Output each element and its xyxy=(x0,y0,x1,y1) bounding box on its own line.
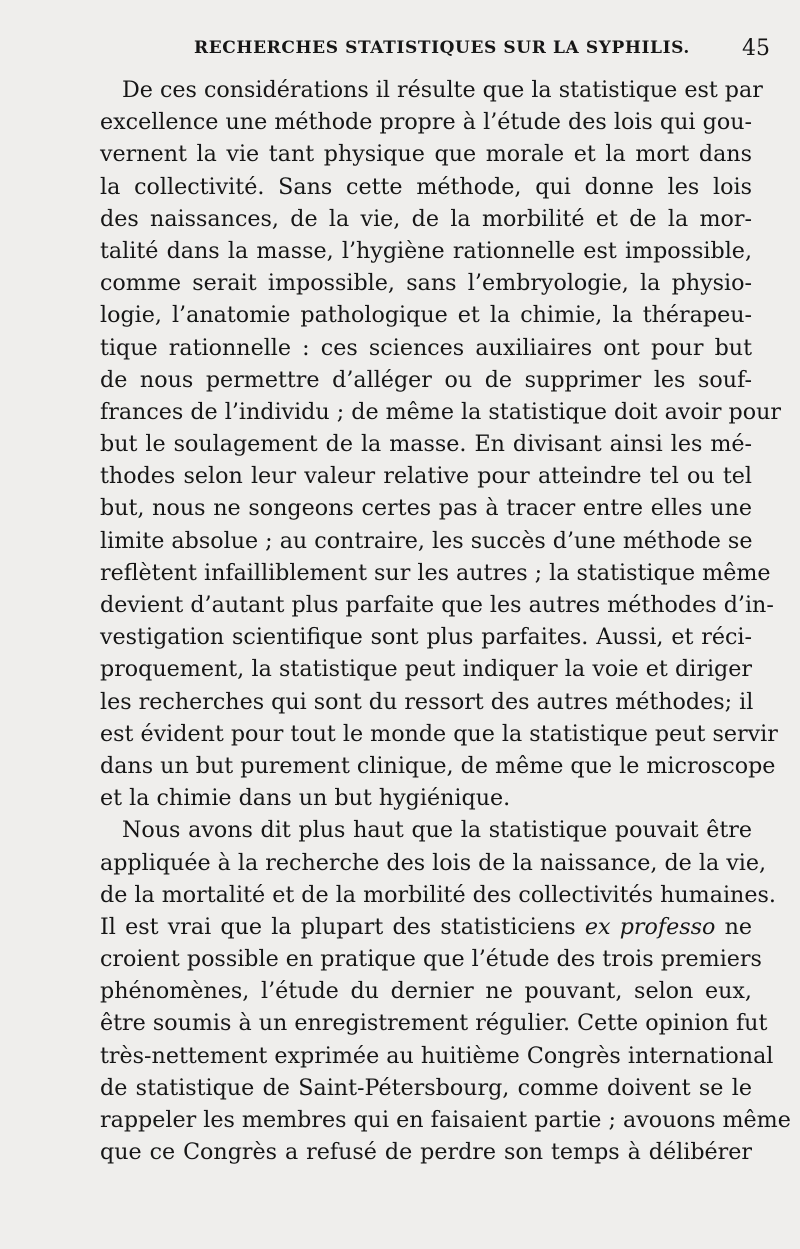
body-text xyxy=(100,74,791,1168)
page-number: 45 xyxy=(742,36,770,61)
text-line: thodes selon leur valeur relative pour atteindre tel ou tel xyxy=(100,463,752,490)
text-line-with-italic xyxy=(100,911,752,943)
text-line: est évident pour tout le monde que la statistique peut servir xyxy=(100,720,778,747)
text-line: comme serait impossible, sans l’embryologie, la physio- xyxy=(100,270,752,297)
text-line: de statistique de Saint-Pétersbourg, comme doivent se le xyxy=(100,1074,752,1101)
text-line: phénomènes, l’étude du dernier ne pouvant, selon eux, xyxy=(100,978,752,1005)
text-line: excellence une méthode propre à l’étude des lois qui gou- xyxy=(100,109,752,136)
text-line: des naissances, de la vie, de la morbilité et de la mor- xyxy=(100,205,752,232)
text-line: de nous permettre d’alléger ou de supprimer les souf- xyxy=(100,366,752,393)
text-line: proquement, la statistique peut indiquer la voie et diriger xyxy=(100,656,752,683)
text-line: être soumis à un enregistrement régulier. Cette opinion fut xyxy=(100,1010,768,1037)
text-line: appliquée à la recherche des lois de la naissance, de la vie, xyxy=(100,849,767,876)
text-line: la collectivité. Sans cette méthode, qui donne les lois xyxy=(100,173,752,200)
text-line: croient possible en pratique que l’étude des trois premiers xyxy=(100,946,762,973)
text-line: de la mortalité et de la morbilité des collectivités humaines. xyxy=(100,881,776,908)
text-line: De ces considérations il résulte que la statistique est par xyxy=(122,77,763,103)
text-line: les recherches qui sont du ressort des autres méthodes; il xyxy=(100,688,754,715)
text-line: vestigation scientifique sont plus parfaites. Aussi, et réci- xyxy=(100,624,752,651)
paragraph-2 xyxy=(100,814,791,1168)
running-title: RECHERCHES STATISTIQUES SUR LA SYPHILIS. xyxy=(194,38,690,58)
text-line: que ce Congrès a refusé de perdre son temps à délibérer xyxy=(100,1139,752,1166)
text-line: logie, l’anatomie pathologique et la chimie, la thérapeu- xyxy=(100,302,752,329)
text-line: but le soulagement de la masse. En divisant ainsi les mé- xyxy=(100,431,752,458)
italic-phrase: ex professo xyxy=(584,913,716,940)
text-line: rappeler les membres qui en faisaient partie ; avouons même xyxy=(100,1107,791,1133)
text-line: dans un but purement clinique, de même que le microscope xyxy=(100,752,776,779)
paragraph-1 xyxy=(100,74,781,814)
text-line: Nous avons dit plus haut que la statistique pouvait être xyxy=(122,817,752,844)
text-line: et la chimie dans un but hygiénique. xyxy=(100,785,511,812)
text-line: frances de l’individu ; de même la statistique doit avoir pour xyxy=(100,398,781,425)
page-header xyxy=(100,36,770,70)
text-line: vernent la vie tant physique que morale et la mort dans xyxy=(100,141,752,168)
text-line: but, nous ne songeons certes pas à tracer entre elles une xyxy=(100,495,752,522)
text-line: reflètent infailliblement sur les autres ; la statistique même xyxy=(100,559,771,586)
text-line: très-nettement exprimée au huitième Congrès international xyxy=(100,1042,774,1069)
text-line: devient d’autant plus parfaite que les autres méthodes d’in- xyxy=(100,592,774,618)
text-line: tique rationnelle : ces sciences auxiliaires ont pour but xyxy=(100,334,752,361)
text-line: limite absolue ; au contraire, les succès d’une méthode se xyxy=(100,527,753,554)
text-segment: Il est vrai que la plupart des statisticiens xyxy=(100,913,576,940)
text-line: talité dans la masse, l’hygiène rationnelle est impossible, xyxy=(100,237,752,264)
text-segment: ne xyxy=(724,913,752,940)
